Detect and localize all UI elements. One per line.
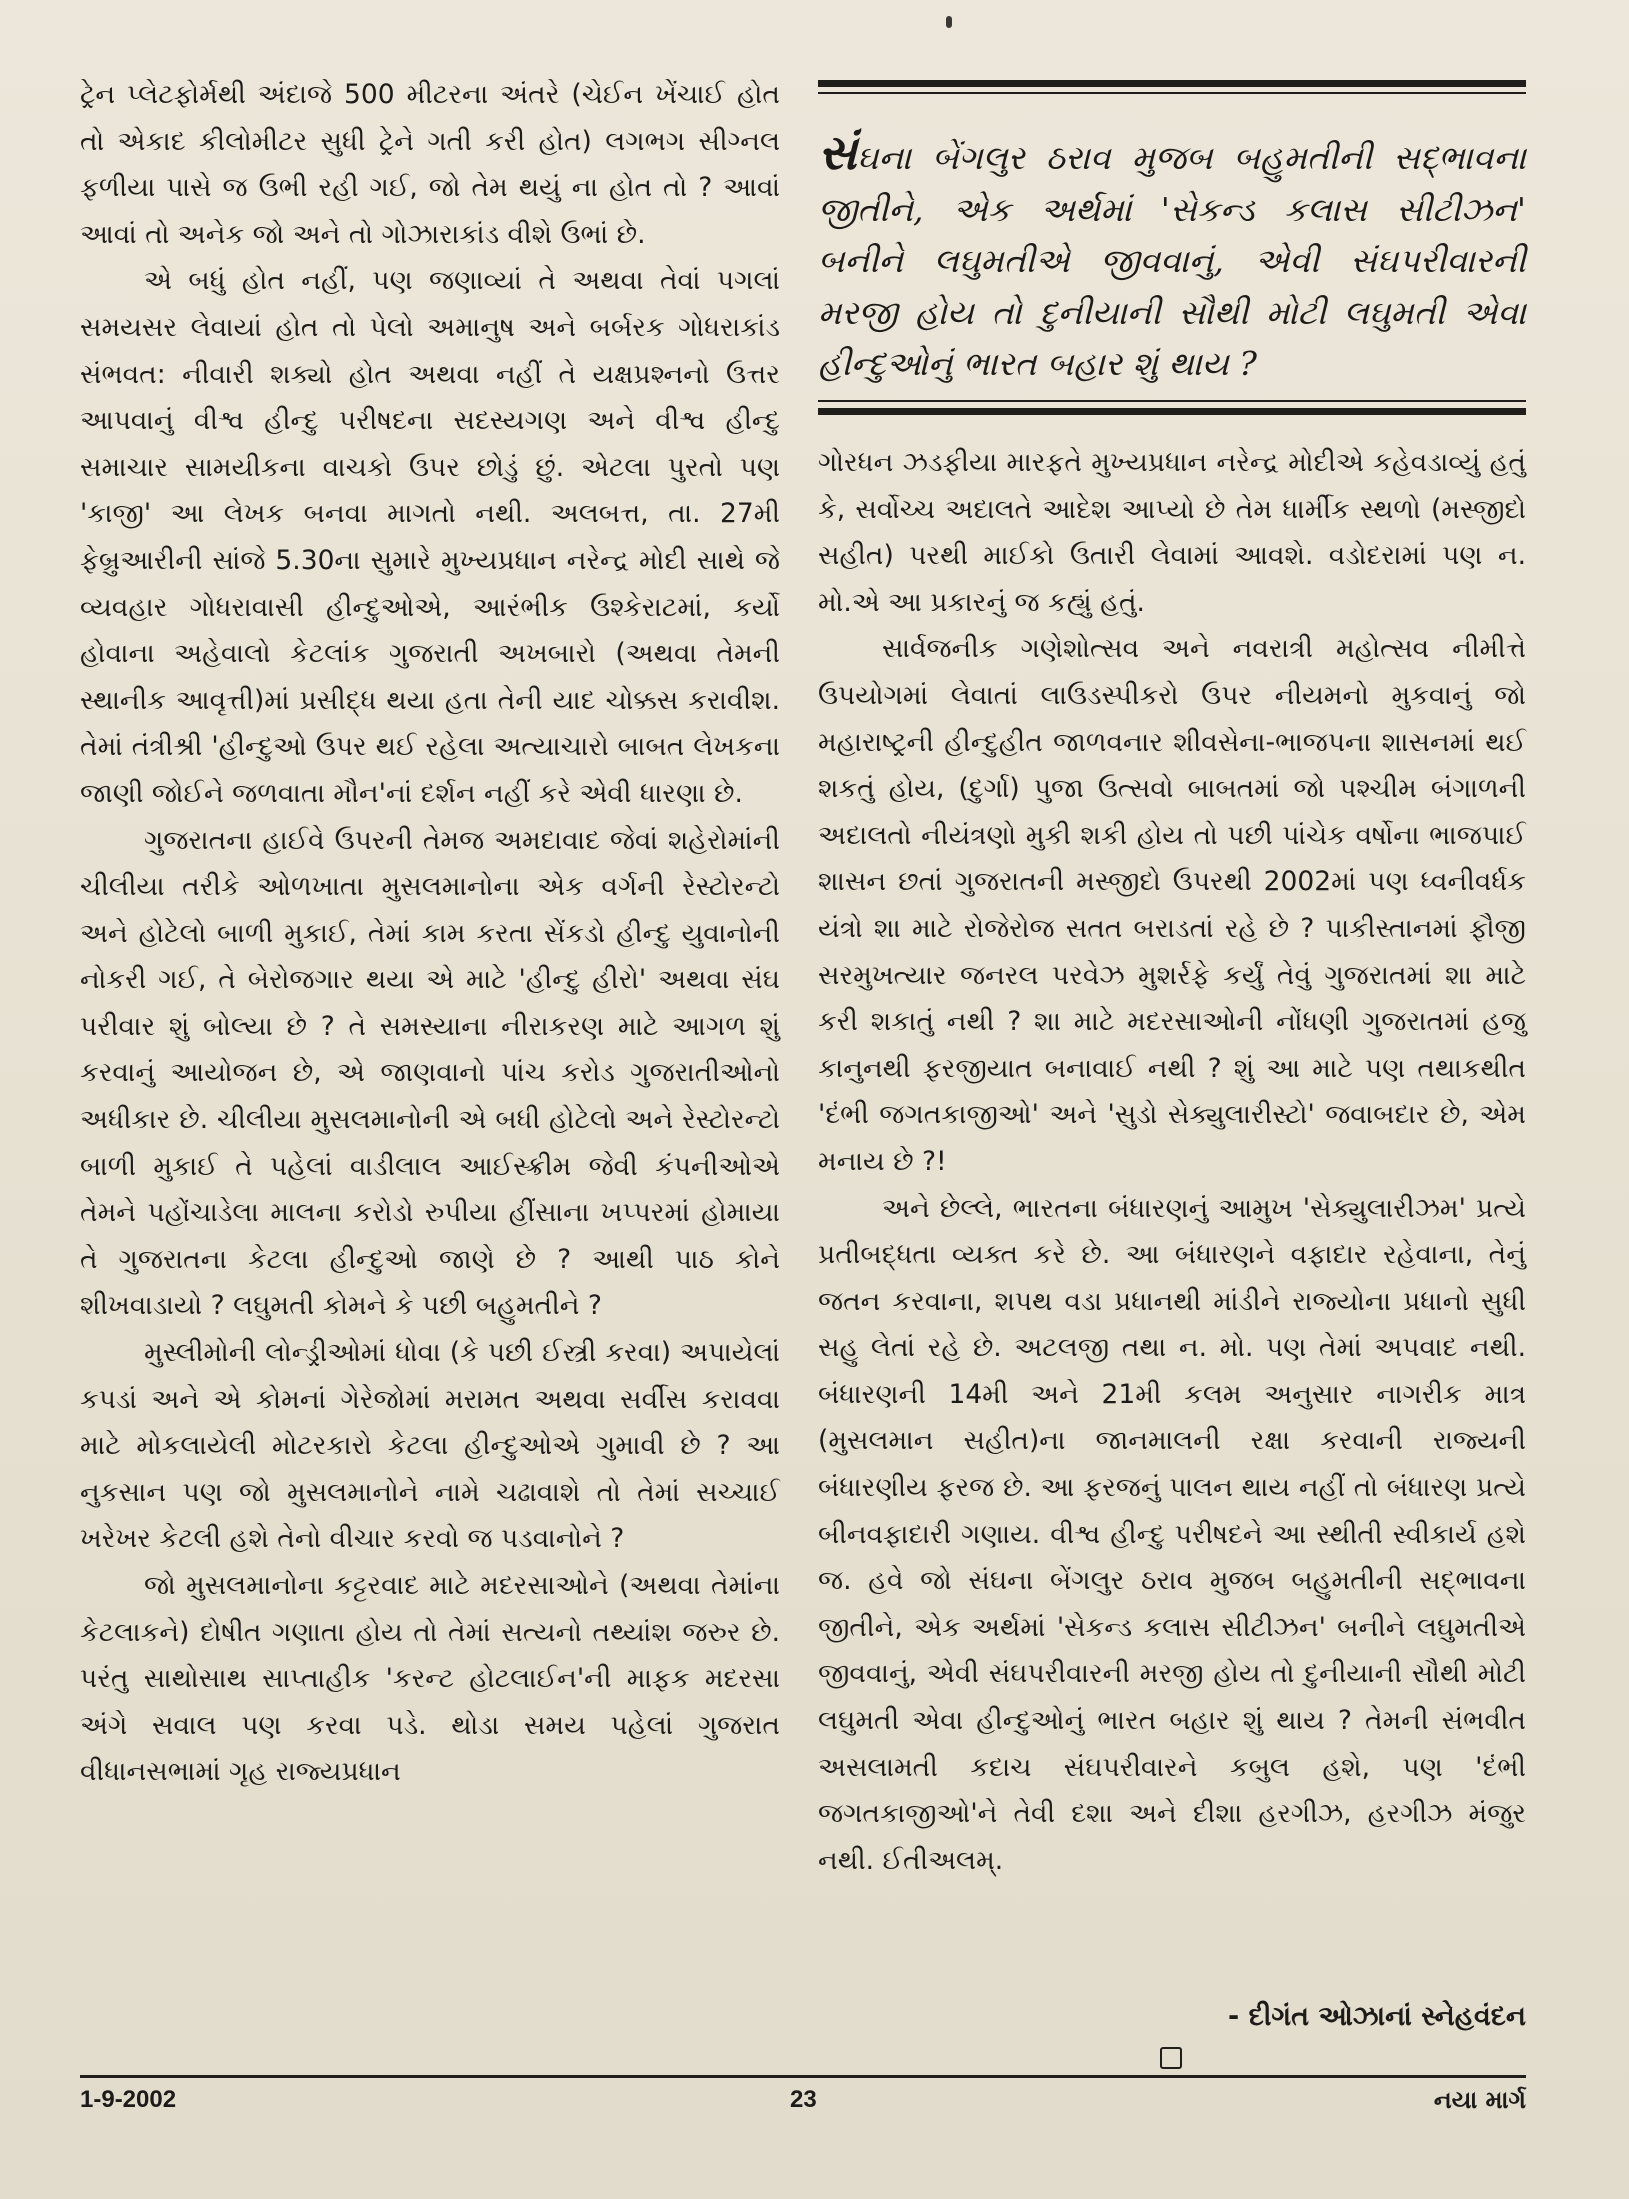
author-signature: - દીગંત ઓઝાનાં સ્નેહવંદન: [1228, 2001, 1526, 2032]
pull-quote-text: [818, 125, 1526, 390]
paragraph-6: ગોરધન ઝડફીયા મારફતે મુખ્યપ્રધાન નરેન્દ્ર મોદીએ કહેવડાવ્યું હતું કે, સર્વોચ્ચ અદાલતે આદેશ આપ્યો છે તેમ ધાર્મીક સ્થળો (મસ્જીદો સહીત) પરથી માઈકો ઉતારી લેવામાં આવશે. વડોદરામાં પણ ન. મો.એ આ પ્રકારનું જ કહ્યું હતું.: [818, 447, 1526, 618]
pull-quote: [818, 80, 1526, 420]
left-column: [80, 72, 780, 1796]
pull-quote-dropcap: સં: [818, 125, 857, 181]
pull-quote-bottom-thin-rule: [818, 400, 1526, 402]
pull-quote-bottom-rule: [818, 408, 1526, 415]
pull-quote-body: ઘના બેંગલુર ઠરાવ મુજબ બહુમતીની સદ્ભાવના જીતીને, એક અર્થમાં 'સેકન્ડ કલાસ સીટીઝન' બનીને લઘુમતીએ જીવવાનું, એવી સંઘપરીવારની મરજી હોય તો દુનીયાની સૌથી મોટી લઘુમતી એવા હીન્દુઓનું ભારત બહાર શું થાય ?: [818, 138, 1526, 383]
end-of-article-mark: [1160, 2047, 1182, 2069]
paragraph-5: જો મુસલમાનોના કટ્ટરવાદ માટે મદરસાઓને (અથવા તેમાંના કેટલાકને) દોષીત ગણાતા હોય તો તેમાં સત્યનો તથ્યાંશ જરુર છે. પરંતુ સાથોસાથ સાપ્તાહીક 'કરન્ટ હોટલાઈન'ની માફક મદરસા અંગે સવાલ પણ કરવા પડે. થોડા સમય પહેલાં ગુજરાત વીધાનસભામાં ગૃહ રાજ્યપ્રધાન: [80, 1570, 780, 1788]
right-column: [818, 440, 1526, 1884]
paragraph-1: ટ્રેન પ્લેટફોર્મથી અંદાજે 500 મીટરના અંતરે (ચેઈન ખેંચાઈ હોત તો એકાદ કીલોમીટર સુધી ટ્રેને ગતી કરી હોત) લગભગ સીગ્નલ ફળીયા પાસે જ ઉભી રહી ગઈ, જો તેમ થયું ના હોત તો ? આવાં આવાં તો અનેક જો અને તો ગોઝારાકાંડ વીશે ઉભાં છે.: [80, 79, 780, 250]
page-number: 23: [790, 2086, 817, 2113]
magazine-name: નયા માર્ગ: [1433, 2086, 1526, 2114]
paragraph-3: ગુજરાતના હાઈવે ઉપરની તેમજ અમદાવાદ જેવાં શહેરોમાંની ચીલીયા તરીકે ઓળખાતા મુસલમાનોના એક વર્ગની રેસ્ટોરન્ટો અને હોટેલો બાળી મુકાઈ, તેમાં કામ કરતા સેંકડો હીન્દુ યુવાનોની નોકરી ગઈ, તે બેરોજગાર થયા એ માટે 'હીન્દુ હીરો' અથવા સંઘ પરીવાર શું બોલ્યા છે ? તે સમસ્યાના નીરાકરણ માટે આગળ શું કરવાનું આયોજન છે, એ જાણવાનો પાંચ કરોડ ગુજરાતીઓનો અધીકાર છે. ચીલીયા મુસલમાનોની એ બધી હોટેલો અને રેસ્ટોરન્ટો બાળી મુકાઈ તે પહેલાં વાડીલાલ આઈસ્ક્રીમ જેવી કંપનીઓએ તેમને પહોંચાડેલા માલના કરોડો રુપીયા હીંસાના ખપ્પરમાં હોમાયા તે ગુજરાતના કેટલા હીન્દુઓ જાણે છે ? આથી પાઠ કોને શીખવાડાયો ? લઘુમતી કોમને કે પછી બહુમતીને ?: [80, 824, 780, 1322]
paragraph-7: સાર્વજનીક ગણેશોત્સવ અને નવરાત્રી મહોત્સવ નીમીત્તે ઉપયોગમાં લેવાતાં લાઉડસ્પીકરો ઉપર નીયમનો મુકવાનું જો મહારાષ્ટ્રની હીન્દુહીત જાળવનાર શીવસેના-ભાજપના શાસનમાં થઈ શકતું હોય, (દુર્ગા) પુજા ઉત્સવો બાબતમાં જો પશ્ચીમ બંગાળની અદાલતો નીયંત્રણો મુકી શકી હોય તો પછી પાંચેક વર્ષોના ભાજપાઈ શાસન છતાં ગુજરાતની મસ્જીદો ઉપરથી 2002માં પણ ધ્વનીવર્ધક યંત્રો શા માટે રોજેરોજ સતત બરાડતાં રહે છે ? પાકીસ્તાનમાં ફૌજી સરમુખત્યાર જનરલ પરવેઝ મુશર્રફે કર્યું તેવું ગુજરાતમાં શા માટે કરી શકાતું નથી ? શા માટે મદરસાઓની નોંધણી ગુજરાતમાં હજુ કાનુનથી ફરજીયાત બનાવાઈ નથી ? શું આ માટે પણ તથાકથીત 'દંભી જગતકાજીઓ' અને 'સુડો સેક્યુલારીસ્ટો' જવાબદાર છે, એમ મનાય છે ?!: [818, 633, 1526, 1177]
footer-rule: [80, 2075, 1526, 2078]
pull-quote-top-thin-rule: [818, 92, 1526, 94]
paragraph-4: મુસ્લીમોની લોન્ડ્રીઓમાં ધોવા (કે પછી ઈસ્ત્રી કરવા) અપાયેલાં કપડાં અને એ કોમનાં ગેરેજોમાં મરામત અથવા સર્વીસ કરાવવા માટે મોકલાયેલી મોટરકારો કેટલા હીન્દુઓએ ગુમાવી છે ? આ નુકસાન પણ જો મુસલમાનોને નામે ચઢાવાશે તો તેમાં સચ્ચાઈ ખરેખર કેટલી હશે તેનો વીચાર કરવો જ પડવાનોને ?: [80, 1337, 780, 1555]
paragraph-8: અને છેલ્લે, ભારતના બંધારણનું આમુખ 'સેક્યુલારીઝમ' પ્રત્યે પ્રતીબદ્ધતા વ્યક્ત કરે છે. આ બંધારણને વફાદાર રહેવાના, તેનું જતન કરવાના, શપથ વડા પ્રધાનથી માંડીને રાજ્યોના પ્રધાનો સુધી સહુ લેતાં રહે છે. અટલજી તથા ન. મો. પણ તેમાં અપવાદ નથી. બંધારણની 14મી અને 21મી કલમ અનુસાર નાગરીક માત્ર (મુસલમાન સહીત)ના જાનમાલની રક્ષા કરવાની રાજ્યની બંધારણીય ફરજ છે. આ ફરજનું પાલન થાય નહીં તો બંધારણ પ્રત્યે બીનવફાદારી ગણાય. વીશ્વ હીન્દુ પરીષદને આ સ્થીતી સ્વીકાર્ય હશે જ. હવે જો સંઘના બેંગલુર ઠરાવ મુજબ બહુમતીની સદ્ભાવના જીતીને, એક અર્થમાં 'સેકન્ડ કલાસ સીટીઝન' બનીને લઘુમતીએ જીવવાનું, એવી સંઘપરીવારની મરજી હોય તો દુનીયાની સૌથી મોટી લઘુમતી એવા હીન્દુઓનું ભારત બહાર શું થાય ? તેમની સંભવીત અસલામતી કદાચ સંઘપરીવારને કબુલ હશે, પણ 'દંભી જગતકાજીઓ'ને તેવી દશા અને દીશા હરગીઝ, હરગીઝ મંજુર નથી. ઈતીઅલમ્.: [818, 1192, 1526, 1876]
footer-date: 1-9-2002: [80, 2086, 177, 2113]
print-speck: [946, 16, 952, 28]
paragraph-2: એ બધું હોત નહીં, પણ જણાવ્યાં તે અથવા તેવાં પગલાં સમયસર લેવાયાં હોત તો પેલો અમાનુષ અને બર્બરક ગોધરાકાંડ સંભવત: નીવારી શક્યો હોત અથવા નહીં તે યક્ષપ્રશ્નનો ઉત્તર આપવાનું વીશ્વ હીન્દુ પરીષદના સદસ્યગણ અને વીશ્વ હીન્દુ સમાચાર સામયીકના વાચકો ઉપર છોડું છું. એટલા પુરતો પણ 'કાજી' આ લેખક બનવા માગતો નથી. અલબત્ત, તા. 27મી ફેબ્રુઆરીની સાંજે 5.30ના સુમારે મુખ્યપ્રધાન નરેન્દ્ર મોદી સાથે જે વ્યવહાર ગોધરાવાસી હીન્દુઓએ, આરંભીક ઉશ્કેરાટમાં, કર્યો હોવાના અહેવાલો કેટલાંક ગુજરાતી અખબારો (અથવા તેમની સ્થાનીક આવૃત્તી)માં પ્રસીદ્ધ થયા હતા તેની યાદ ચોક્કસ કરાવીશ. તેમાં તંત્રીશ્રી 'હીન્દુઓ ઉપર થઈ રહેલા અત્યાચારો બાબત લેખકના જાણી જોઈને જળવાતા મૌન'નાં દર્શન નહીં કરે એવી ધારણા છે.: [80, 265, 780, 809]
pull-quote-top-rule: [818, 80, 1526, 87]
